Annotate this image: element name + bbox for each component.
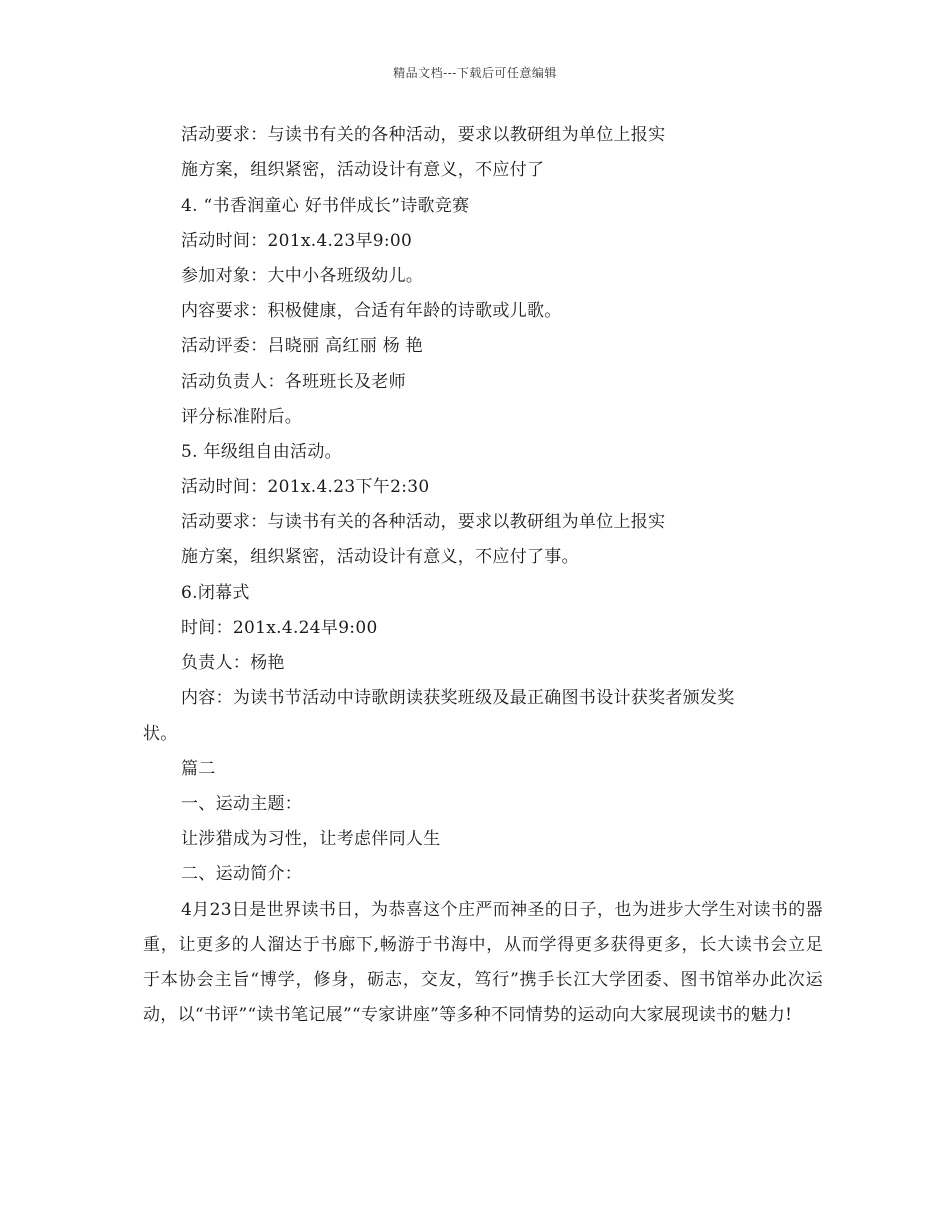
- text-line: 施方案，组织紧密，活动设计有意义，不应付了: [181, 160, 545, 180]
- section-heading: 4. “书香润童心 好书伴成长”诗歌竞赛: [181, 196, 470, 216]
- text-line: 负责人：杨艳: [181, 653, 285, 673]
- text-line: 活动时间：201x.4.23早9:00: [181, 231, 413, 251]
- text-line: 活动评委：吕晓丽 高红丽 杨 艳: [181, 336, 424, 356]
- text-line: 内容：为读书节活动中诗歌朗读获奖班级及最正确图书设计获奖者颁发奖: [181, 688, 735, 708]
- text-line: 施方案，组织紧密，活动设计有意义，不应付了事。: [181, 547, 579, 567]
- text-line: 内容要求：积极健康，合适有年龄的诗歌或儿歌。: [181, 301, 562, 321]
- text-line: 活动负责人：各班班长及老师: [181, 372, 406, 392]
- section-heading: 二、运动简介：: [181, 864, 303, 884]
- page-header: 精品文档---下载后可任意编辑: [393, 66, 557, 80]
- text-line: 时间：201x.4.24早9:00: [181, 618, 378, 638]
- text-line: 状。: [143, 724, 178, 744]
- text-line: 活动要求：与读书有关的各种活动，要求以教研组为单位上报实: [181, 125, 666, 145]
- text-line: 评分标准附后。: [181, 407, 303, 427]
- text-line: 让涉猎成为习性，让考虑伴同人生: [181, 829, 441, 849]
- body-paragraph: 4月23日是世界读书日，为恭喜这个庄严而神圣的日子，也为进步大学生对读书的器重，让更多的人溜达于书廊下,畅游于书海中，从而学得更多获得更多，长大读书会立足于本协会主旨“博学，修身，砺志，交友，笃行”携手长江大学团委、图书馆举办此次运动，以“书评”“读书笔记展”“专家讲座”等多种不同情势的运动向大家展现读书的魅力!: [143, 900, 823, 1025]
- text-line: 活动时间：201x.4.23下午2:30: [181, 477, 430, 497]
- section-heading: 6.闭幕式: [181, 583, 250, 603]
- text-line: 活动要求：与读书有关的各种活动，要求以教研组为单位上报实: [181, 512, 666, 532]
- section-heading: 一、运动主题：: [181, 794, 303, 814]
- text-line: 参加对象：大中小各班级幼儿。: [181, 266, 424, 286]
- section-heading: 5. 年级组自由活动。: [181, 442, 342, 462]
- section-heading: 篇二: [181, 759, 216, 779]
